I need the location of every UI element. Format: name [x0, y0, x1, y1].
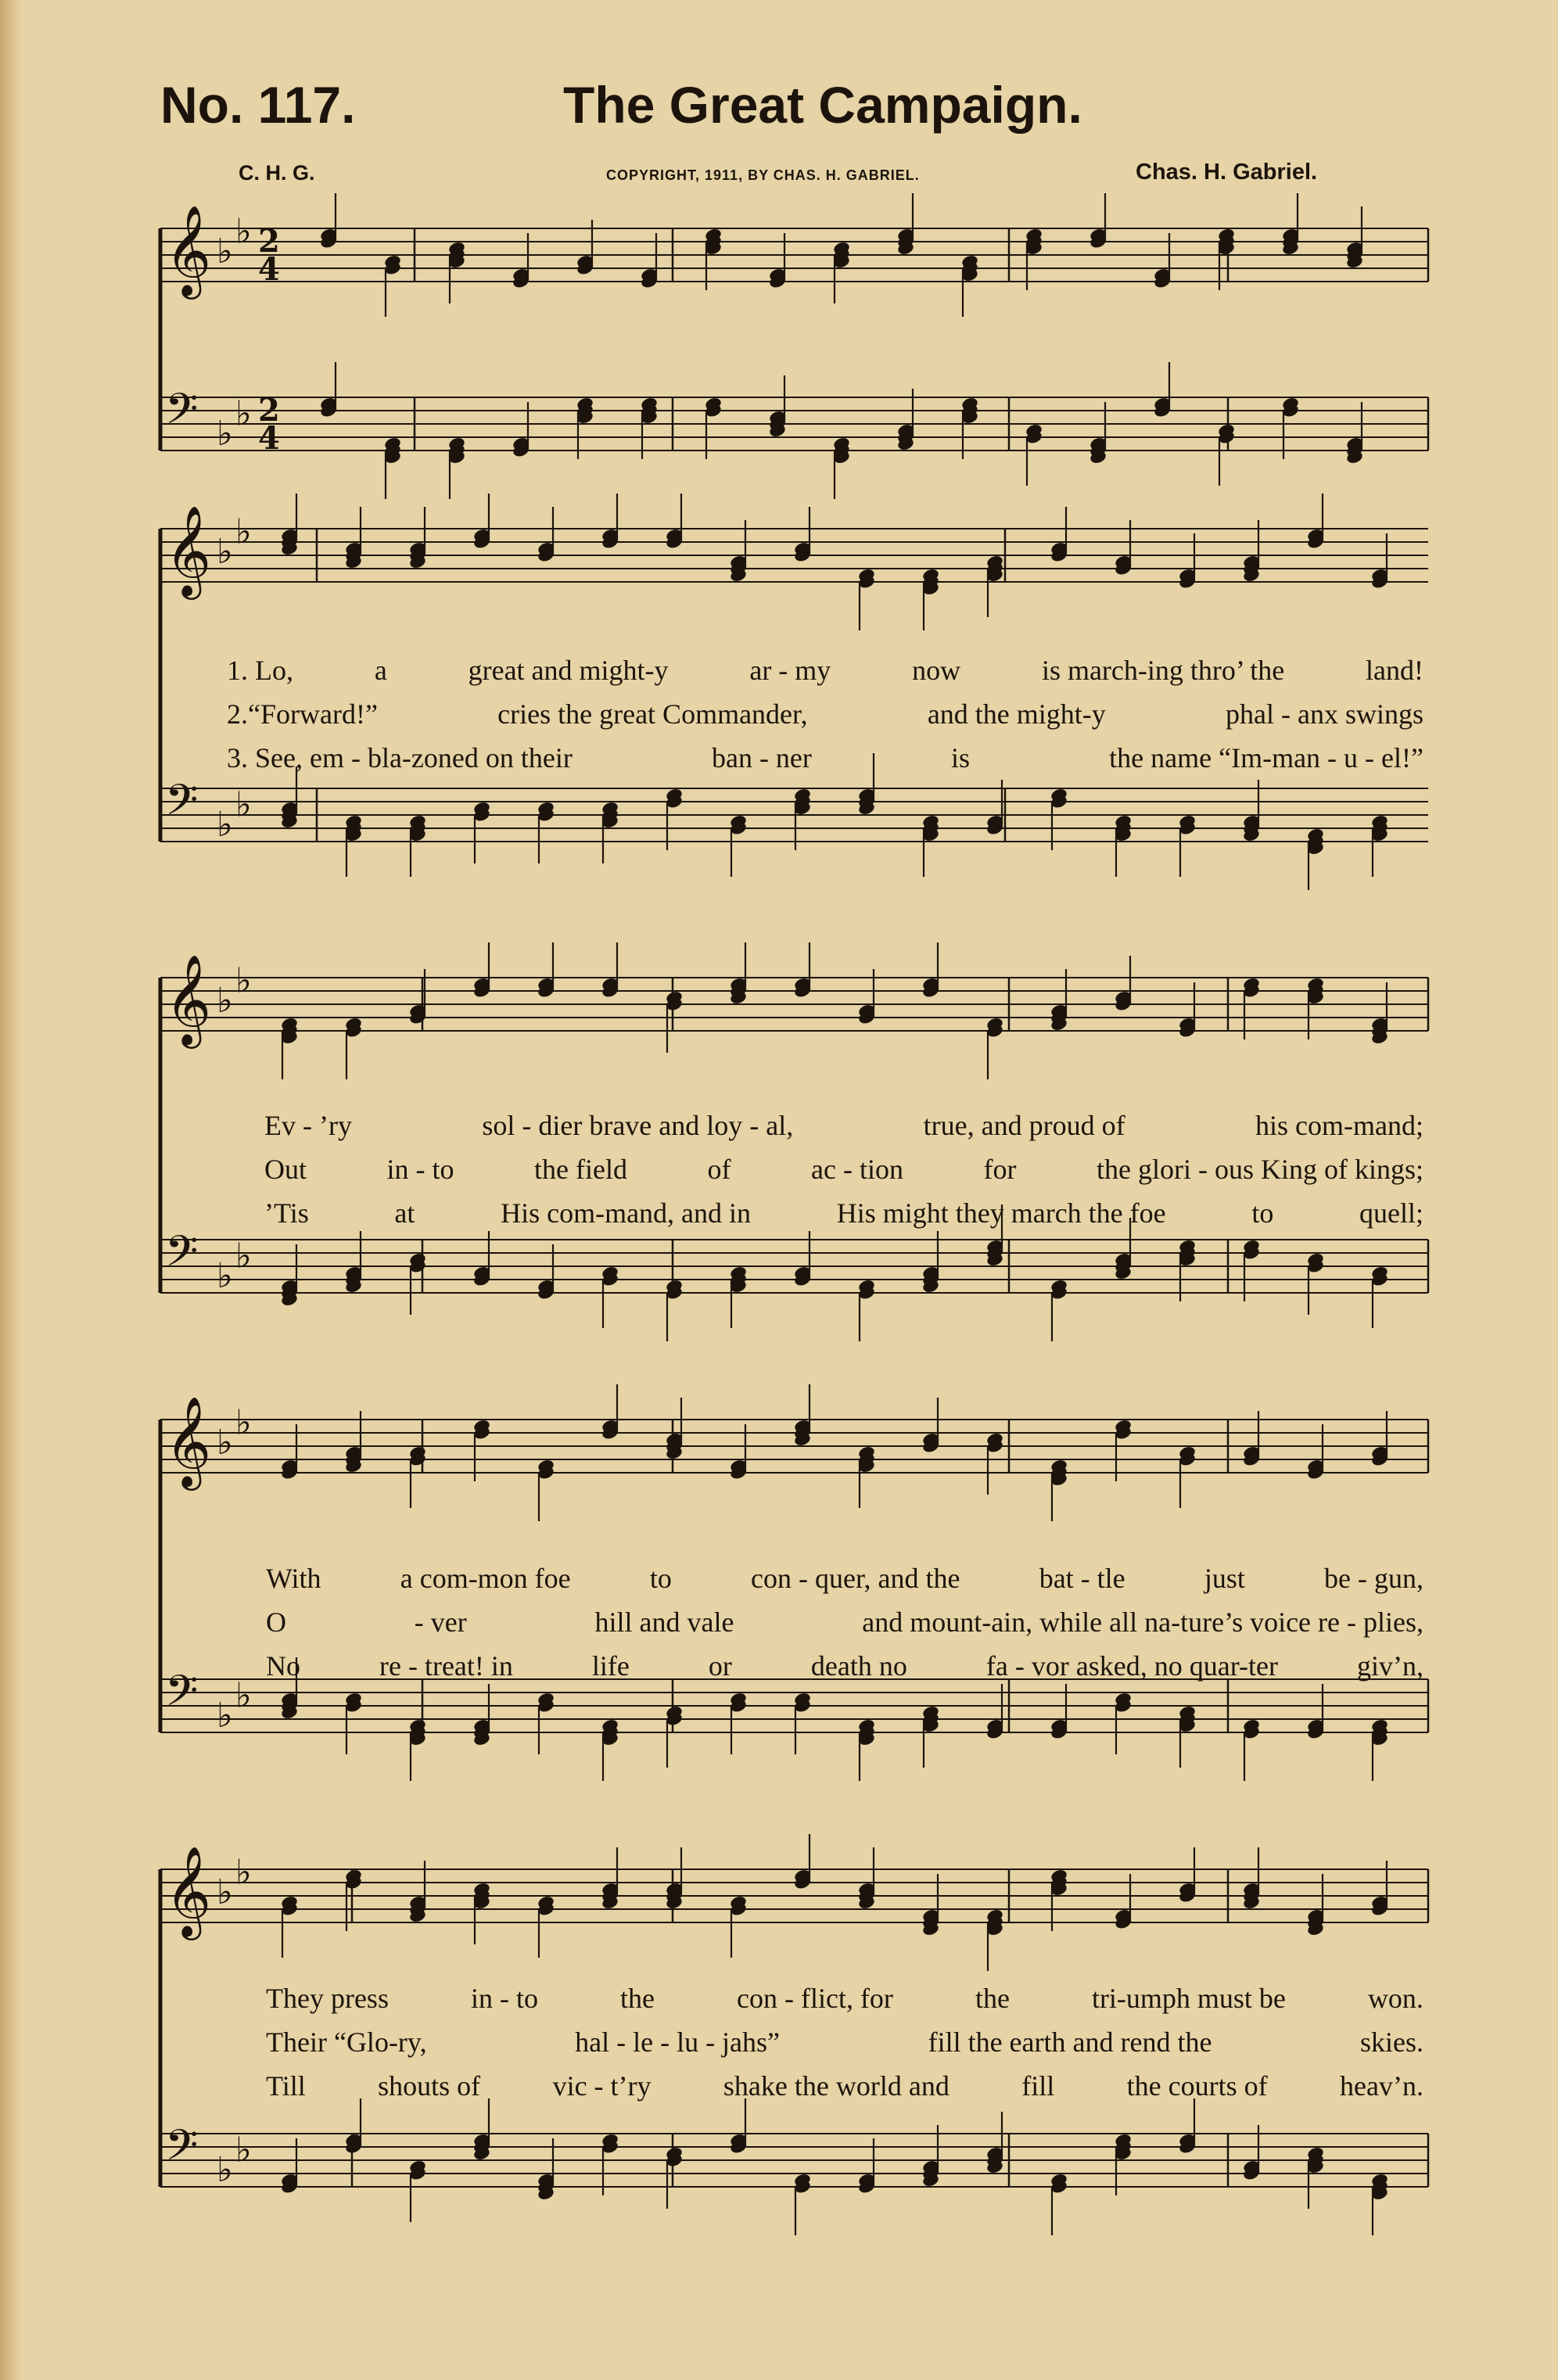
lyric-syllable: in - to	[386, 1154, 454, 1185]
bass-clef-icon: 𝄢	[165, 384, 199, 444]
lyric-syllable: great and might-y	[468, 655, 669, 686]
lyric-syllable: tri-umph must be	[1091, 1983, 1286, 2014]
lyric-syllable: Their “Glo-ry,	[266, 2026, 427, 2058]
lyric-syllable: now	[912, 655, 961, 686]
flat-icon: ♭	[217, 532, 233, 572]
lyric-syllable: and mount-ain, while all na-ture’s voice re - plies,	[862, 1606, 1423, 1638]
flat-icon: ♭	[235, 1402, 252, 1443]
lyric-syllable: fa - vor asked, no quar-ter	[985, 1650, 1278, 1682]
lyric-line	[266, 1649, 1423, 1682]
lyric-syllable: and the might-y	[927, 698, 1106, 730]
lyric-syllable: death no	[810, 1650, 907, 1682]
lyric-line	[264, 1109, 1423, 1142]
lyric-syllable: skies.	[1359, 2026, 1423, 2058]
flat-icon: ♭	[217, 1696, 233, 1736]
flat-icon: ♭	[235, 1675, 252, 1716]
treble-clef-icon: 𝄞	[165, 1395, 212, 1487]
lyric-syllable: Till	[266, 2070, 306, 2102]
lyric-syllable: the name “Im-man - u - el!”	[1109, 742, 1423, 774]
lyric-syllable: ar - my	[749, 655, 831, 686]
lyric-syllable: his com-mand;	[1255, 1110, 1423, 1141]
lyric-syllable: hal - le - lu - jahs”	[575, 2026, 781, 2058]
lyric-syllable: is	[951, 742, 971, 774]
flat-icon: ♭	[217, 232, 233, 271]
lyric-line	[266, 1982, 1423, 2015]
lyric-syllable: 3. See, em - bla-zoned on their	[227, 742, 573, 774]
lyric-syllable: His com-mand, and in	[501, 1197, 752, 1229]
bass-clef-icon: 𝄢	[165, 775, 199, 835]
lyric-syllable: ’Tis	[264, 1197, 309, 1229]
lyric-syllable: giv’n,	[1356, 1650, 1423, 1682]
lyric-syllable: No	[266, 1650, 300, 1682]
flat-icon: ♭	[235, 1852, 252, 1893]
lyric-syllable: phal - anx swings	[1226, 698, 1423, 730]
lyric-syllable: cries the great Commander,	[497, 698, 808, 730]
lyric-syllable: ac - tion	[811, 1154, 903, 1185]
hymn-number: No. 117.	[160, 76, 356, 134]
time-signature-top: 2	[258, 392, 280, 429]
lyric-syllable: life	[591, 1650, 630, 1682]
lyric-line	[264, 1197, 1423, 1229]
lyric-line	[227, 741, 1423, 774]
lyric-syllable: vic - t’ry	[552, 2070, 652, 2102]
flat-icon: ♭	[217, 414, 233, 454]
time-signature-bottom: 4	[258, 420, 280, 457]
lyric-syllable: His might they march the foe	[836, 1197, 1166, 1229]
lyric-syllable: re - treat! in	[379, 1650, 513, 1682]
lyric-line	[266, 2026, 1423, 2059]
lyric-syllable: land!	[1366, 655, 1423, 686]
lyric-syllable: shake the world and	[723, 2070, 950, 2102]
lyric-syllable: is march-ing thro’ the	[1041, 655, 1285, 686]
flat-icon: ♭	[235, 1236, 252, 1276]
lyric-syllable: the courts of	[1126, 2070, 1268, 2102]
lyric-syllable: be - gun,	[1324, 1563, 1423, 1594]
lyric-syllable: just	[1204, 1563, 1245, 1594]
treble-clef-icon: 𝄞	[165, 1845, 212, 1937]
lyric-line	[266, 1562, 1423, 1595]
bass-clef-icon: 𝄢	[165, 2120, 199, 2181]
lyric-line	[227, 698, 1423, 731]
lyric-syllable: 2.“Forward!”	[227, 698, 378, 730]
lyric-syllable: sol - dier brave and loy - al,	[482, 1110, 794, 1141]
lyric-syllable: the glori - ous King of kings;	[1096, 1154, 1423, 1185]
lyric-line	[227, 654, 1423, 687]
flat-icon: ♭	[235, 512, 252, 552]
bass-clef-icon: 𝄢	[165, 1226, 199, 1287]
flat-icon: ♭	[235, 2130, 252, 2170]
flat-icon: ♭	[217, 2150, 233, 2190]
hymn-title: The Great Campaign.	[563, 76, 1082, 134]
flat-icon: ♭	[217, 981, 233, 1021]
lyric-syllable: to	[649, 1563, 672, 1594]
lyric-syllable: to	[1251, 1197, 1274, 1229]
lyric-syllable: in - to	[470, 1983, 538, 2014]
lyric-syllable: for	[983, 1154, 1017, 1185]
time-signature-bottom: 4	[258, 251, 280, 288]
lyric-line	[264, 1153, 1423, 1186]
lyric-syllable: the field	[534, 1154, 627, 1185]
treble-clef-icon: 𝄞	[165, 953, 212, 1045]
lyric-syllable: 1. Lo,	[227, 655, 293, 686]
lyric-syllable: a	[374, 655, 387, 686]
lyric-line	[266, 1606, 1423, 1639]
lyric-syllable: at	[394, 1197, 415, 1229]
flat-icon: ♭	[235, 960, 252, 1001]
lyric-syllable: con - flict, for	[737, 1983, 893, 2014]
lyric-syllable: of	[707, 1154, 731, 1185]
treble-clef-icon: 𝄞	[165, 504, 212, 596]
lyric-syllable: Ev - ’ry	[264, 1110, 352, 1141]
lyric-syllable: fill the earth and rend the	[928, 2026, 1212, 2058]
lyric-syllable: the	[975, 1983, 1010, 2014]
treble-clef-icon: 𝄞	[165, 204, 212, 296]
lyric-syllable: hill and vale	[594, 1606, 734, 1638]
bass-clef-icon: 𝄢	[165, 1666, 199, 1726]
lyric-syllable: the	[620, 1983, 655, 2014]
lyric-syllable: a com-mon foe	[400, 1563, 571, 1594]
lyric-syllable: or	[708, 1650, 732, 1682]
flat-icon: ♭	[217, 1872, 233, 1912]
lyric-syllable: won.	[1367, 1983, 1423, 2014]
lyric-syllable: ban - ner	[711, 742, 812, 774]
flat-icon: ♭	[235, 211, 252, 252]
flat-icon: ♭	[217, 805, 233, 845]
flat-icon: ♭	[217, 1423, 233, 1463]
author-initials: C. H. G.	[239, 161, 315, 185]
lyric-syllable: fill	[1021, 2070, 1055, 2102]
lyric-syllable: They press	[266, 1983, 389, 2014]
lyric-syllable: - ver	[414, 1606, 467, 1638]
composer-name: Chas. H. Gabriel.	[1136, 160, 1318, 185]
lyric-syllable: bat - tle	[1039, 1563, 1125, 1594]
lyric-syllable: true, and proud of	[923, 1110, 1125, 1141]
lyric-syllable: heav’n.	[1340, 2070, 1423, 2102]
lyric-syllable: Out	[264, 1154, 307, 1185]
lyric-syllable: shouts of	[378, 2070, 481, 2102]
time-signature-top: 2	[258, 223, 280, 260]
copyright-notice: COPYRIGHT, 1911, BY CHAS. H. GABRIEL.	[606, 167, 920, 183]
lyric-syllable: quell;	[1359, 1197, 1423, 1229]
lyric-syllable: con - quer, and the	[751, 1563, 960, 1594]
flat-icon: ♭	[235, 393, 252, 434]
lyric-syllable: O	[266, 1606, 286, 1638]
flat-icon: ♭	[235, 784, 252, 825]
lyric-line	[266, 2069, 1423, 2102]
flat-icon: ♭	[217, 1256, 233, 1296]
lyric-syllable: With	[266, 1563, 321, 1594]
